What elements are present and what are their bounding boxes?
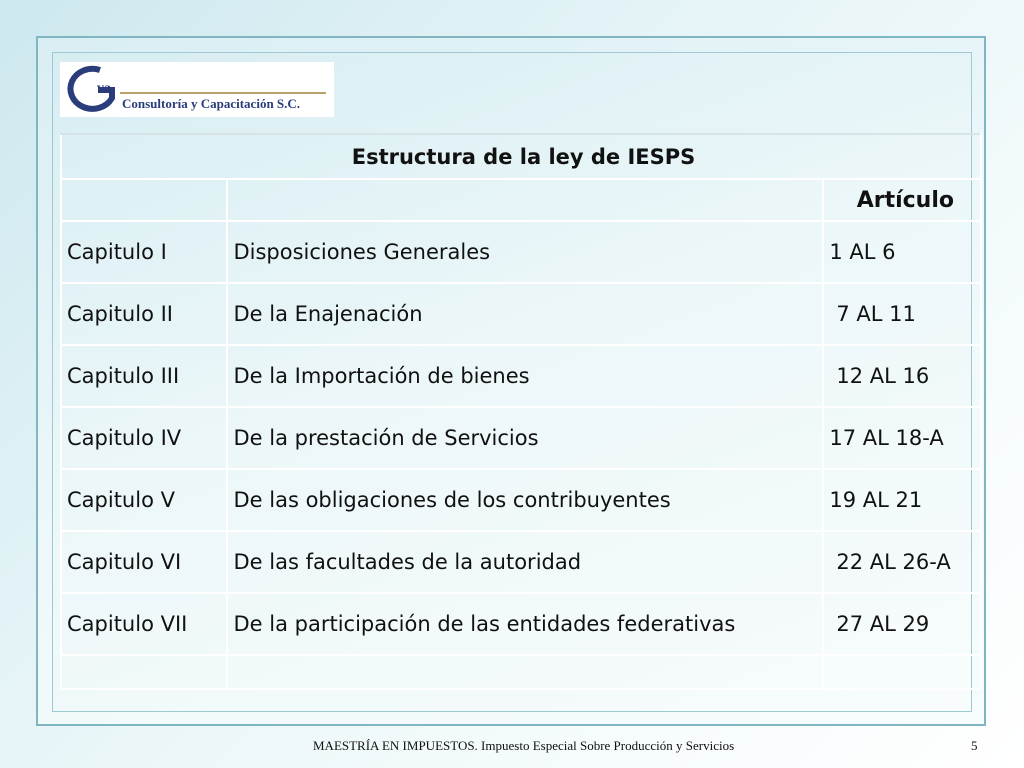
titulo-cell: De la prestación de Servicios	[227, 407, 823, 469]
articulos-cell: 1 AL 6	[823, 221, 981, 283]
table-row	[61, 221, 981, 283]
capitulo-cell: Capitulo IV	[61, 407, 227, 469]
capitulo-cell: Capitulo III	[61, 345, 227, 407]
articulos-cell: 27 AL 29	[823, 593, 981, 655]
header-articulo: Artículo	[823, 179, 981, 221]
logo-company-name: Consultoría y Capacitación S.C.	[122, 96, 301, 111]
table-header-row	[61, 179, 981, 221]
ley-structure-table	[60, 133, 982, 690]
header-cell-empty-1	[61, 179, 227, 221]
empty-cell	[61, 655, 227, 689]
articulos-cell: 17 AL 18-A	[823, 407, 981, 469]
articulos-cell: 22 AL 26-A	[823, 531, 981, 593]
titulo-cell: De la Importación de bienes	[227, 345, 823, 407]
empty-cell	[823, 655, 981, 689]
capitulo-cell: Capitulo VI	[61, 531, 227, 593]
table-row	[61, 593, 981, 655]
logo-letters: va	[97, 81, 111, 96]
footer-text: MAESTRÍA EN IMPUESTOS. Impuesto Especial Sobre Producción y Servicios	[313, 738, 735, 753]
page-number: 5	[971, 738, 978, 753]
titulo-cell: Disposiciones Generales	[227, 221, 823, 283]
articulos-cell: 12 AL 16	[823, 345, 981, 407]
titulo-cell: De las facultades de la autoridad	[227, 531, 823, 593]
table-empty-row	[61, 655, 981, 689]
capitulo-cell: Capitulo VII	[61, 593, 227, 655]
titulo-cell: De la participación de las entidades federativas	[227, 593, 823, 655]
table-row	[61, 345, 981, 407]
table-row	[61, 283, 981, 345]
articulos-cell: 19 AL 21	[823, 469, 981, 531]
empty-cell	[227, 655, 823, 689]
titulo-cell: De las obligaciones de los contribuyentes	[227, 469, 823, 531]
company-logo	[60, 62, 334, 117]
titulo-cell: De la Enajenación	[227, 283, 823, 345]
table-title-row	[61, 134, 981, 179]
table-row	[61, 531, 981, 593]
table-row	[61, 469, 981, 531]
capitulo-cell: Capitulo II	[61, 283, 227, 345]
table-title: Estructura de la ley de IESPS	[61, 134, 981, 179]
capitulo-cell: Capitulo I	[61, 221, 227, 283]
logo-divider-line	[120, 92, 326, 94]
table-row	[61, 407, 981, 469]
articulos-cell: 7 AL 11	[823, 283, 981, 345]
capitulo-cell: Capitulo V	[61, 469, 227, 531]
header-cell-empty-2	[227, 179, 823, 221]
